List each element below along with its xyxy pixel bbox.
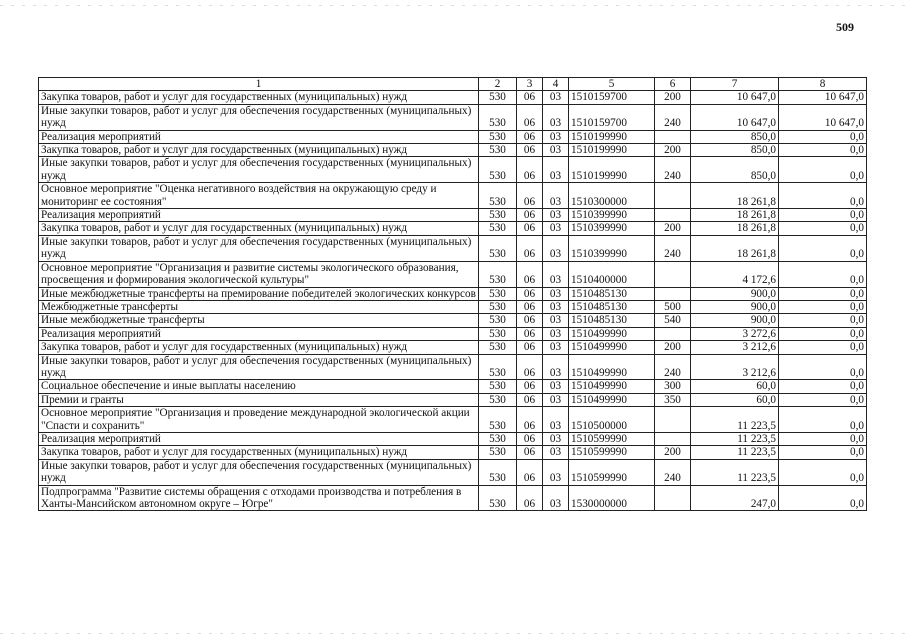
subsection-cell: 03 (543, 287, 569, 300)
table-row (39, 393, 867, 406)
subsection-cell: 03 (543, 446, 569, 459)
table-row (39, 183, 867, 209)
row-name-cell: Иные закупки товаров, работ и услуг для обеспечения государственных (муниципальных) нужд (39, 104, 479, 130)
expense-type-cell: 240 (655, 104, 691, 130)
amount-cell: 11 223,5 (691, 459, 779, 485)
admin-code-cell: 530 (479, 104, 517, 130)
table-row (39, 157, 867, 183)
expense-type-cell (655, 432, 691, 445)
scan-edge-bottom (0, 633, 905, 634)
header-cell: 4 (543, 78, 569, 91)
amount-second-cell: 0,0 (779, 300, 867, 313)
amount-second-cell: 0,0 (779, 157, 867, 183)
table-body (39, 91, 867, 511)
subsection-cell: 03 (543, 354, 569, 380)
amount-cell: 18 261,8 (691, 209, 779, 222)
row-name-cell: Основное мероприятие "Организация и развитие системы экологического образования, просвещения и формирования экологической культуры" (39, 261, 479, 287)
table-row (39, 222, 867, 235)
target-article-cell: 1510499990 (569, 354, 655, 380)
scan-edge-top (0, 5, 905, 6)
admin-code-cell: 530 (479, 209, 517, 222)
table-row (39, 91, 867, 104)
target-article-cell: 1510399990 (569, 222, 655, 235)
table-row (39, 354, 867, 380)
subsection-cell: 03 (543, 235, 569, 261)
header-cell: 1 (39, 78, 479, 91)
subsection-cell: 03 (543, 261, 569, 287)
section-cell: 06 (517, 459, 543, 485)
amount-cell: 3 272,6 (691, 327, 779, 340)
table-row (39, 300, 867, 313)
section-cell: 06 (517, 144, 543, 157)
amount-second-cell: 0,0 (779, 459, 867, 485)
amount-cell: 900,0 (691, 287, 779, 300)
target-article-cell: 1510159700 (569, 104, 655, 130)
expense-type-cell: 240 (655, 459, 691, 485)
row-name-cell: Закупка товаров, работ и услуг для государственных (муниципальных) нужд (39, 341, 479, 354)
admin-code-cell: 530 (479, 222, 517, 235)
section-cell: 06 (517, 327, 543, 340)
header-cell: 6 (655, 78, 691, 91)
target-article-cell: 1510199990 (569, 157, 655, 183)
amount-cell: 18 261,8 (691, 235, 779, 261)
admin-code-cell: 530 (479, 393, 517, 406)
row-name-cell: Социальное обеспечение и иные выплаты населению (39, 380, 479, 393)
expense-type-cell (655, 327, 691, 340)
subsection-cell: 03 (543, 91, 569, 104)
row-name-cell: Реализация мероприятий (39, 209, 479, 222)
row-name-cell: Закупка товаров, работ и услуг для государственных (муниципальных) нужд (39, 222, 479, 235)
expense-type-cell: 200 (655, 222, 691, 235)
admin-code-cell: 530 (479, 380, 517, 393)
target-article-cell: 1510599990 (569, 459, 655, 485)
row-name-cell: Иные закупки товаров, работ и услуг для обеспечения государственных (муниципальных) нужд (39, 235, 479, 261)
amount-second-cell: 0,0 (779, 261, 867, 287)
amount-second-cell: 0,0 (779, 183, 867, 209)
admin-code-cell: 530 (479, 341, 517, 354)
amount-second-cell: 0,0 (779, 446, 867, 459)
section-cell: 06 (517, 235, 543, 261)
target-article-cell: 1510159700 (569, 91, 655, 104)
section-cell: 06 (517, 183, 543, 209)
table-row (39, 144, 867, 157)
expense-type-cell: 200 (655, 91, 691, 104)
section-cell: 06 (517, 261, 543, 287)
amount-cell: 10 647,0 (691, 91, 779, 104)
amount-cell: 247,0 (691, 485, 779, 511)
budget-table (38, 77, 867, 511)
amount-second-cell: 0,0 (779, 209, 867, 222)
expense-type-cell: 540 (655, 314, 691, 327)
target-article-cell: 1510599990 (569, 446, 655, 459)
subsection-cell: 03 (543, 209, 569, 222)
admin-code-cell: 530 (479, 261, 517, 287)
expense-type-cell: 240 (655, 354, 691, 380)
expense-type-cell: 200 (655, 341, 691, 354)
subsection-cell: 03 (543, 407, 569, 433)
section-cell: 06 (517, 300, 543, 313)
table-header-row (39, 78, 867, 91)
table-row (39, 261, 867, 287)
expense-type-cell (655, 130, 691, 143)
header-cell: 5 (569, 78, 655, 91)
amount-second-cell: 0,0 (779, 485, 867, 511)
amount-second-cell: 10 647,0 (779, 91, 867, 104)
table-row (39, 432, 867, 445)
admin-code-cell: 530 (479, 354, 517, 380)
page-number: 509 (836, 20, 854, 34)
table-row (39, 235, 867, 261)
admin-code-cell: 530 (479, 485, 517, 511)
amount-cell: 11 223,5 (691, 446, 779, 459)
row-name-cell: Иные межбюджетные трансферты на премирование победителей экологических конкурсов (39, 287, 479, 300)
target-article-cell: 1510485130 (569, 314, 655, 327)
row-name-cell: Иные закупки товаров, работ и услуг для обеспечения государственных (муниципальных) нужд (39, 157, 479, 183)
admin-code-cell: 530 (479, 183, 517, 209)
expense-type-cell: 500 (655, 300, 691, 313)
section-cell: 06 (517, 354, 543, 380)
table-row (39, 459, 867, 485)
target-article-cell: 1510499990 (569, 380, 655, 393)
amount-cell: 900,0 (691, 300, 779, 313)
row-name-cell: Иные закупки товаров, работ и услуг для обеспечения государственных (муниципальных) нужд (39, 459, 479, 485)
amount-cell: 850,0 (691, 157, 779, 183)
row-name-cell: Премии и гранты (39, 393, 479, 406)
header-cell: 8 (779, 78, 867, 91)
expense-type-cell (655, 485, 691, 511)
section-cell: 06 (517, 485, 543, 511)
amount-cell: 900,0 (691, 314, 779, 327)
admin-code-cell: 530 (479, 235, 517, 261)
amount-second-cell: 0,0 (779, 130, 867, 143)
amount-cell: 3 212,6 (691, 341, 779, 354)
row-name-cell: Закупка товаров, работ и услуг для государственных (муниципальных) нужд (39, 446, 479, 459)
row-name-cell: Иные закупки товаров, работ и услуг для обеспечения государственных (муниципальных) нужд (39, 354, 479, 380)
amount-cell: 18 261,8 (691, 222, 779, 235)
amount-cell: 4 172,6 (691, 261, 779, 287)
expense-type-cell: 300 (655, 380, 691, 393)
subsection-cell: 03 (543, 300, 569, 313)
expense-type-cell: 350 (655, 393, 691, 406)
amount-cell: 60,0 (691, 380, 779, 393)
header-cell: 3 (517, 78, 543, 91)
admin-code-cell: 530 (479, 157, 517, 183)
amount-cell: 11 223,5 (691, 407, 779, 433)
section-cell: 06 (517, 91, 543, 104)
row-name-cell: Основное мероприятие "Оценка негативного воздействия на окружающую среду и мониторинг ее состояния" (39, 183, 479, 209)
header-cell: 7 (691, 78, 779, 91)
admin-code-cell: 530 (479, 130, 517, 143)
admin-code-cell: 530 (479, 432, 517, 445)
row-name-cell: Межбюджетные трансферты (39, 300, 479, 313)
target-article-cell: 1510485130 (569, 300, 655, 313)
admin-code-cell: 530 (479, 327, 517, 340)
amount-second-cell: 0,0 (779, 287, 867, 300)
header-cell: 2 (479, 78, 517, 91)
expense-type-cell (655, 407, 691, 433)
section-cell: 06 (517, 222, 543, 235)
row-name-cell: Подпрограмма "Развитие системы обращения с отходами производства и потребления в Ханты-Мансийском автономном округе – Югре" (39, 485, 479, 511)
table-row (39, 314, 867, 327)
target-article-cell: 1510500000 (569, 407, 655, 433)
admin-code-cell: 530 (479, 287, 517, 300)
subsection-cell: 03 (543, 130, 569, 143)
section-cell: 06 (517, 130, 543, 143)
amount-second-cell: 0,0 (779, 407, 867, 433)
table-row (39, 407, 867, 433)
section-cell: 06 (517, 341, 543, 354)
section-cell: 06 (517, 287, 543, 300)
amount-second-cell: 0,0 (779, 354, 867, 380)
target-article-cell: 1510485130 (569, 287, 655, 300)
admin-code-cell: 530 (479, 407, 517, 433)
row-name-cell: Закупка товаров, работ и услуг для государственных (муниципальных) нужд (39, 91, 479, 104)
target-article-cell: 1510300000 (569, 183, 655, 209)
subsection-cell: 03 (543, 327, 569, 340)
section-cell: 06 (517, 104, 543, 130)
target-article-cell: 1530000000 (569, 485, 655, 511)
row-name-cell: Иные межбюджетные трансферты (39, 314, 479, 327)
subsection-cell: 03 (543, 341, 569, 354)
amount-second-cell: 0,0 (779, 393, 867, 406)
table-row (39, 104, 867, 130)
table-row (39, 341, 867, 354)
expense-type-cell (655, 287, 691, 300)
expense-type-cell: 240 (655, 235, 691, 261)
subsection-cell: 03 (543, 485, 569, 511)
section-cell: 06 (517, 407, 543, 433)
subsection-cell: 03 (543, 432, 569, 445)
table-row (39, 287, 867, 300)
expense-type-cell: 200 (655, 446, 691, 459)
expense-type-cell (655, 183, 691, 209)
table-row (39, 209, 867, 222)
section-cell: 06 (517, 393, 543, 406)
row-name-cell: Реализация мероприятий (39, 327, 479, 340)
subsection-cell: 03 (543, 393, 569, 406)
subsection-cell: 03 (543, 314, 569, 327)
amount-second-cell: 0,0 (779, 144, 867, 157)
amount-cell: 3 212,6 (691, 354, 779, 380)
target-article-cell: 1510399990 (569, 235, 655, 261)
amount-cell: 850,0 (691, 144, 779, 157)
subsection-cell: 03 (543, 144, 569, 157)
row-name-cell: Реализация мероприятий (39, 130, 479, 143)
amount-second-cell: 0,0 (779, 222, 867, 235)
subsection-cell: 03 (543, 183, 569, 209)
target-article-cell: 1510199990 (569, 130, 655, 143)
row-name-cell: Закупка товаров, работ и услуг для государственных (муниципальных) нужд (39, 144, 479, 157)
amount-second-cell: 0,0 (779, 327, 867, 340)
target-article-cell: 1510499990 (569, 393, 655, 406)
row-name-cell: Реализация мероприятий (39, 432, 479, 445)
target-article-cell: 1510599990 (569, 432, 655, 445)
expense-type-cell (655, 209, 691, 222)
amount-second-cell: 0,0 (779, 432, 867, 445)
row-name-cell: Основное мероприятие "Организация и проведение международной экологической акции "Спасти и сохранить" (39, 407, 479, 433)
table-row (39, 380, 867, 393)
target-article-cell: 1510399990 (569, 209, 655, 222)
admin-code-cell: 530 (479, 144, 517, 157)
section-cell: 06 (517, 314, 543, 327)
amount-cell: 18 261,8 (691, 183, 779, 209)
table-row (39, 130, 867, 143)
amount-second-cell: 10 647,0 (779, 104, 867, 130)
admin-code-cell: 530 (479, 91, 517, 104)
expense-type-cell: 240 (655, 157, 691, 183)
subsection-cell: 03 (543, 104, 569, 130)
table-row (39, 485, 867, 511)
table-row (39, 446, 867, 459)
admin-code-cell: 530 (479, 300, 517, 313)
amount-second-cell: 0,0 (779, 341, 867, 354)
amount-second-cell: 0,0 (779, 235, 867, 261)
admin-code-cell: 530 (479, 459, 517, 485)
amount-cell: 11 223,5 (691, 432, 779, 445)
section-cell: 06 (517, 432, 543, 445)
target-article-cell: 1510499990 (569, 341, 655, 354)
target-article-cell: 1510199990 (569, 144, 655, 157)
target-article-cell: 1510499990 (569, 327, 655, 340)
subsection-cell: 03 (543, 222, 569, 235)
expense-type-cell: 200 (655, 144, 691, 157)
section-cell: 06 (517, 209, 543, 222)
section-cell: 06 (517, 380, 543, 393)
target-article-cell: 1510400000 (569, 261, 655, 287)
amount-cell: 60,0 (691, 393, 779, 406)
table-row (39, 327, 867, 340)
admin-code-cell: 530 (479, 314, 517, 327)
admin-code-cell: 530 (479, 446, 517, 459)
amount-second-cell: 0,0 (779, 314, 867, 327)
subsection-cell: 03 (543, 459, 569, 485)
amount-cell: 10 647,0 (691, 104, 779, 130)
section-cell: 06 (517, 157, 543, 183)
amount-cell: 850,0 (691, 130, 779, 143)
section-cell: 06 (517, 446, 543, 459)
expense-type-cell (655, 261, 691, 287)
subsection-cell: 03 (543, 380, 569, 393)
amount-second-cell: 0,0 (779, 380, 867, 393)
subsection-cell: 03 (543, 157, 569, 183)
